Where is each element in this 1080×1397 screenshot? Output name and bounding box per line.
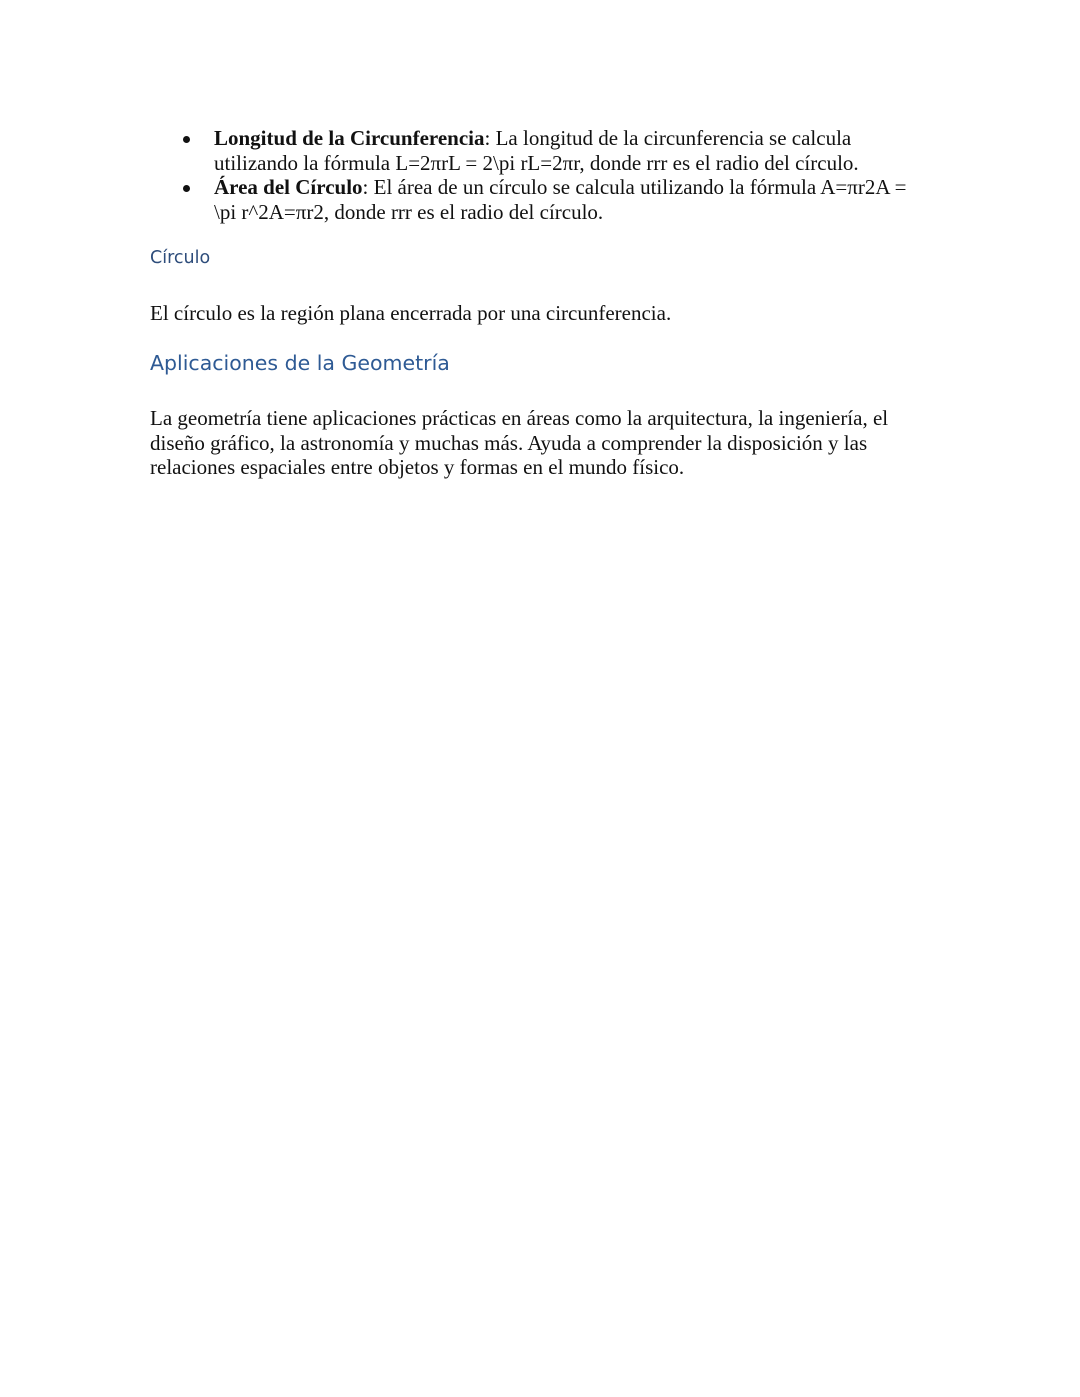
formula-bullet-list (150, 126, 930, 224)
bullet-term: Área del Círculo (214, 175, 363, 199)
circulo-paragraph: El círculo es la región plana encerrada por una circunferencia. (150, 301, 672, 325)
bullet-longitud (150, 126, 930, 175)
bullet-area (150, 175, 930, 224)
aplicaciones-paragraph: La geometría tiene aplicaciones prácticas en áreas como la arquitectura, la ingeniería, el diseño gráfico, la astronomía y muchas más. Ayuda a comprender la disposición y las relaciones espaciales entre objetos y formas en el mundo físico. (150, 406, 889, 479)
bullet-text: : El área de un círculo se calcula utilizando la fórmula A=πr2A = \pi r^2A=πr2, donde rrr es el radio del círculo. (214, 175, 907, 224)
bullet-dot-icon (183, 185, 190, 192)
bullet-term: Longitud de la Circunferencia (214, 126, 485, 150)
aplicaciones-heading: Aplicaciones de la Geometría (150, 351, 450, 375)
bullet-text: : La longitud de la circunferencia se calcula utilizando la fórmula L=2πrL = 2\pi rL=2πr, donde rrr es el radio del círculo. (214, 126, 859, 175)
bullet-dot-icon (183, 136, 190, 143)
circulo-heading: Círculo (150, 248, 211, 268)
